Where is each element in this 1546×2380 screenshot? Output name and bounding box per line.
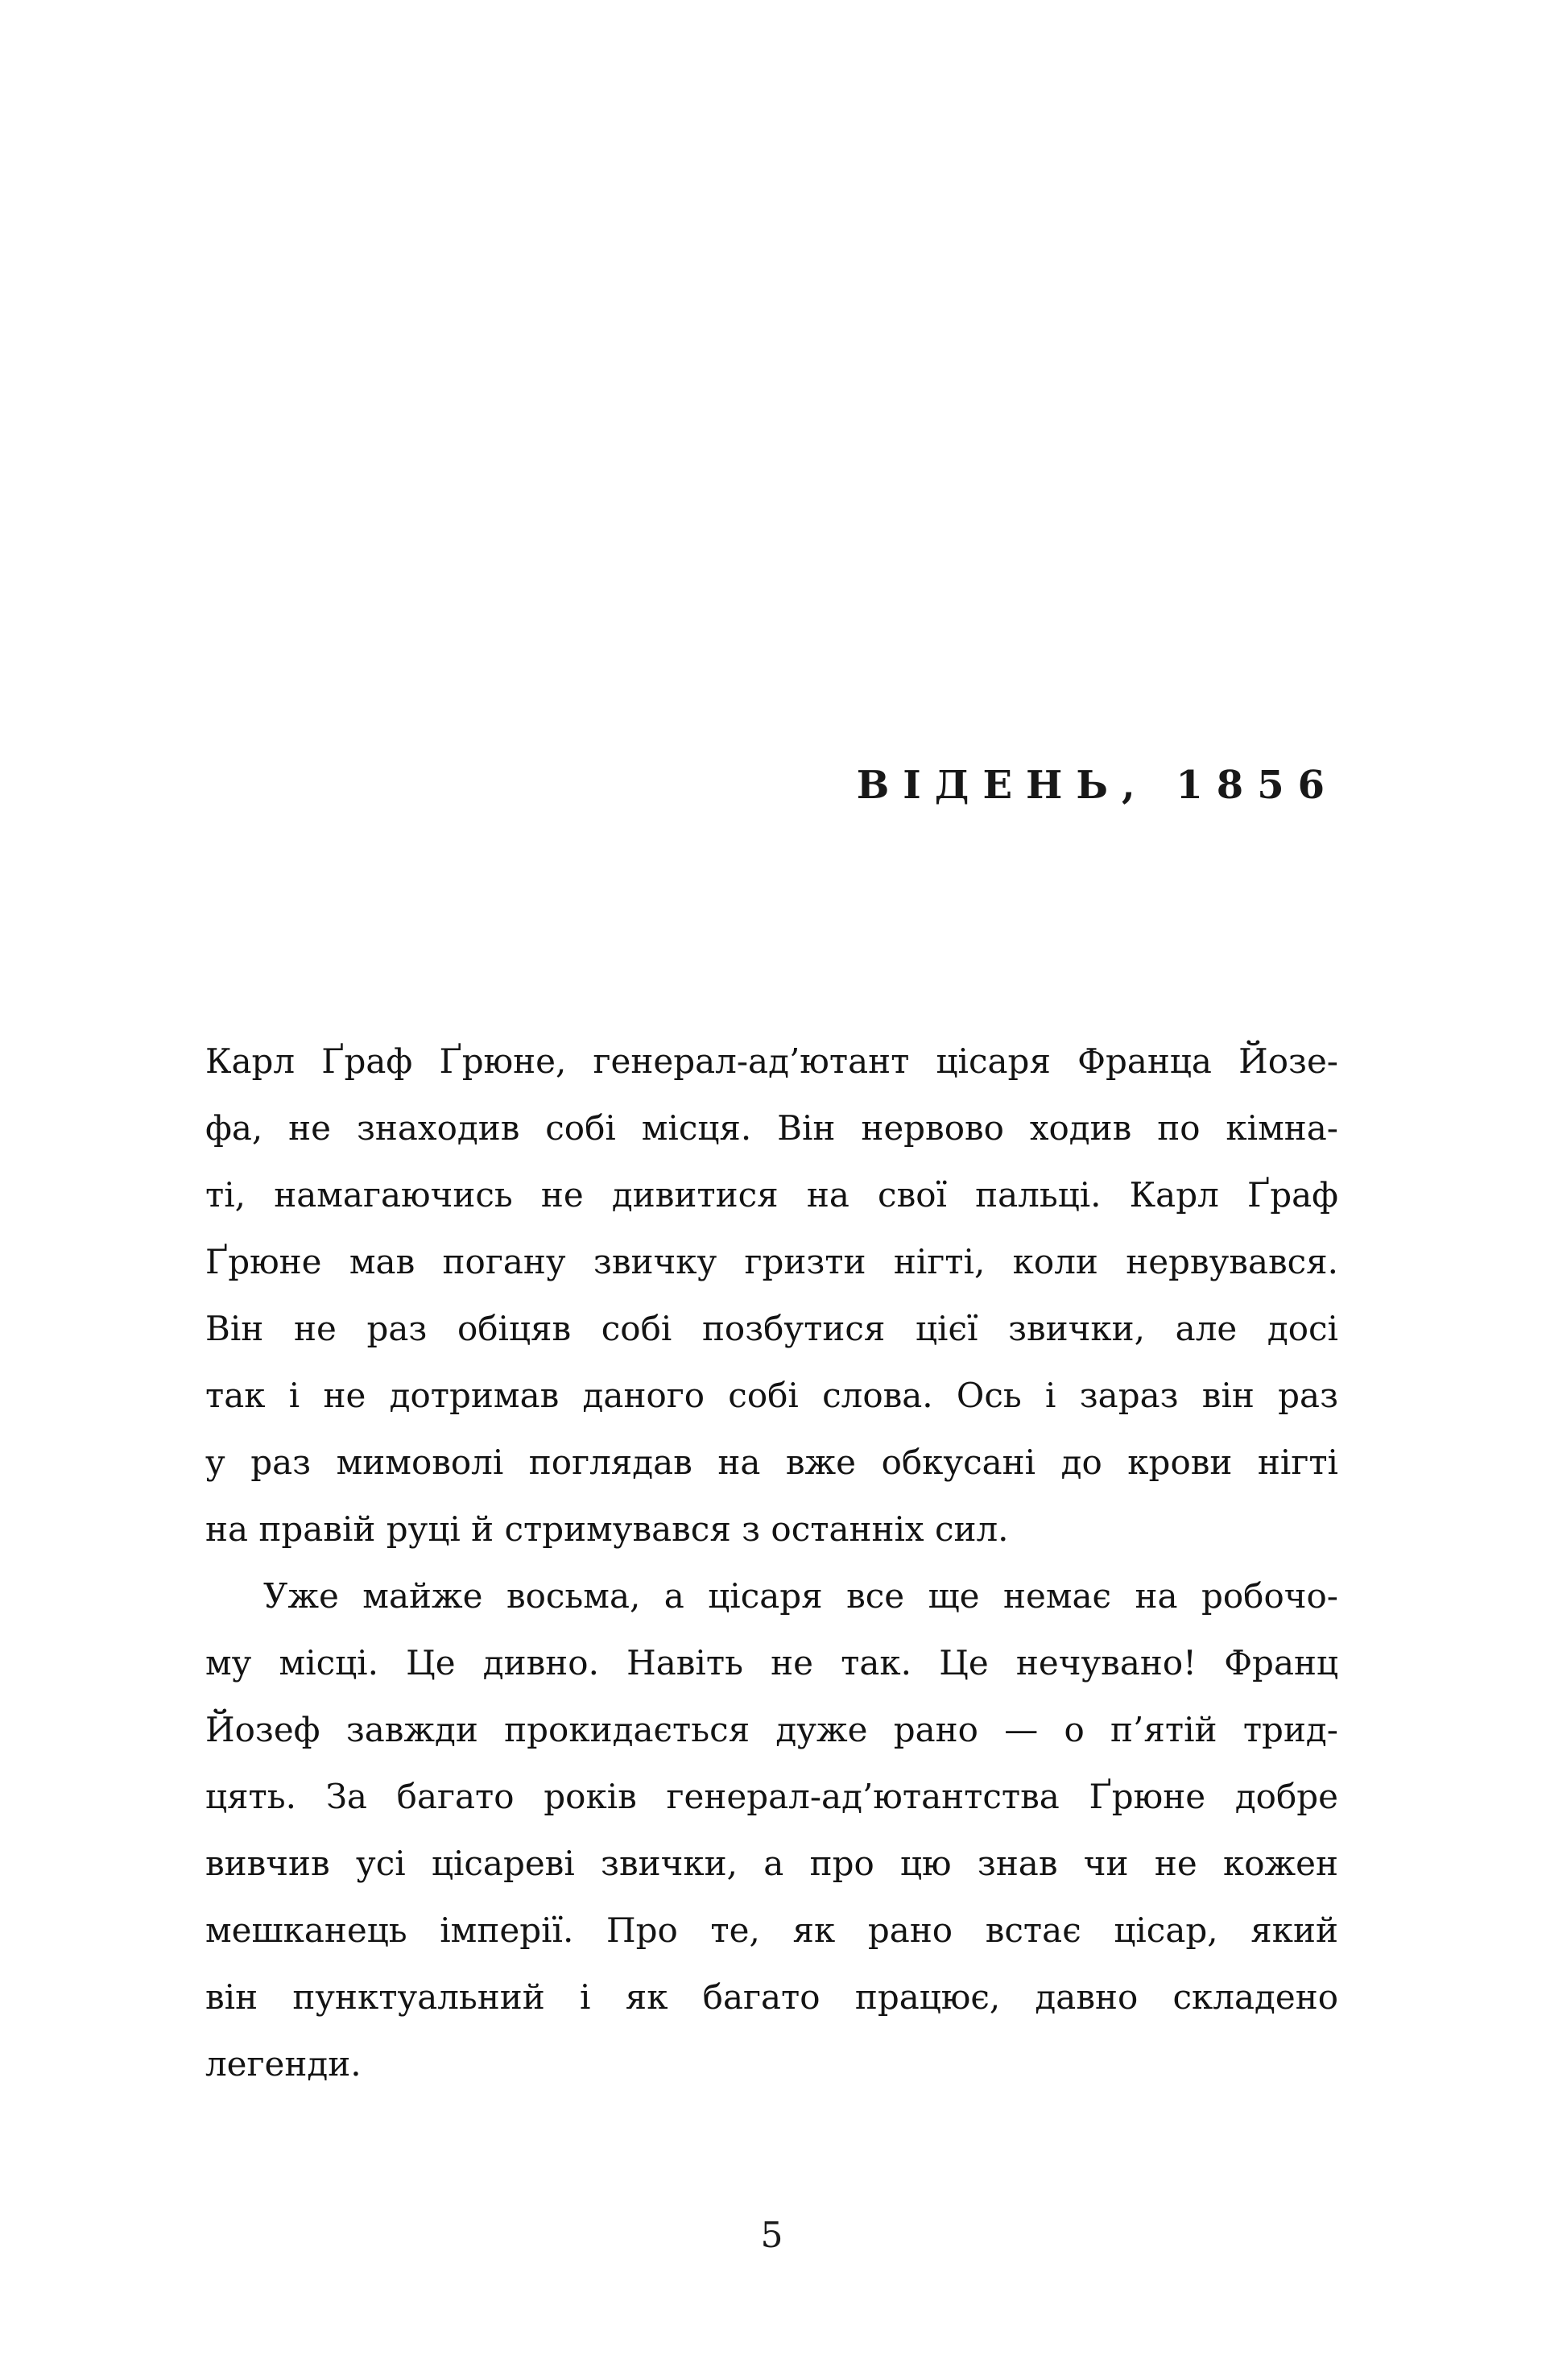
- text-line: легенди.: [205, 2044, 362, 2084]
- text-line: Він не раз обіцяв собі позбутися цієї звички, але досі: [205, 1309, 1338, 1348]
- text-line: ті, намагаючись не дивитися на свої пальці. Карл Ґраф: [205, 1175, 1338, 1215]
- text-line: Йозеф завжди прокидається дуже рано — о п’ятій трид-: [205, 1710, 1338, 1749]
- text-line: Уже майже восьма, а цісаря все ще немає на робочо-: [263, 1576, 1338, 1616]
- text-line: так і не дотримав даного собі слова. Ось і зараз він раз: [205, 1376, 1338, 1415]
- text-line: на правій руці й стримувався з останніх сил.: [205, 1509, 1009, 1549]
- text-line: він пунктуальний і як багато працює, давно складено: [205, 1977, 1338, 2017]
- text-line: мешканець імперії. Про те, як рано встає цісар, який: [205, 1910, 1338, 1950]
- paragraph: [205, 1563, 1338, 2097]
- body-text: [205, 1028, 1338, 2097]
- text-line: Ґрюне мав погану звичку гризти нігті, коли нервувався.: [205, 1242, 1338, 1281]
- text-line: фа, не знаходив собі місця. Він нервово ходив по кімна-: [205, 1108, 1338, 1148]
- text-line: вивчив усі цісареві звички, а про цю знав чи не кожен: [205, 1844, 1338, 1883]
- text-line: цять. За багато років генерал-ад’ютантства Ґрюне добре: [205, 1777, 1338, 1816]
- text-line: му місці. Це дивно. Навіть не так. Це нечувано! Франц: [205, 1643, 1338, 1683]
- paragraph: [205, 1028, 1338, 1563]
- chapter-heading: ВІДЕНЬ, 1856: [856, 763, 1338, 808]
- page-number: 5: [760, 2215, 783, 2256]
- text-line: у раз мимоволі поглядав на вже обкусані до крови нігті: [205, 1442, 1338, 1482]
- text-line: Карл Ґраф Ґрюне, генерал-ад’ютант цісаря Франца Йозе-: [205, 1041, 1338, 1081]
